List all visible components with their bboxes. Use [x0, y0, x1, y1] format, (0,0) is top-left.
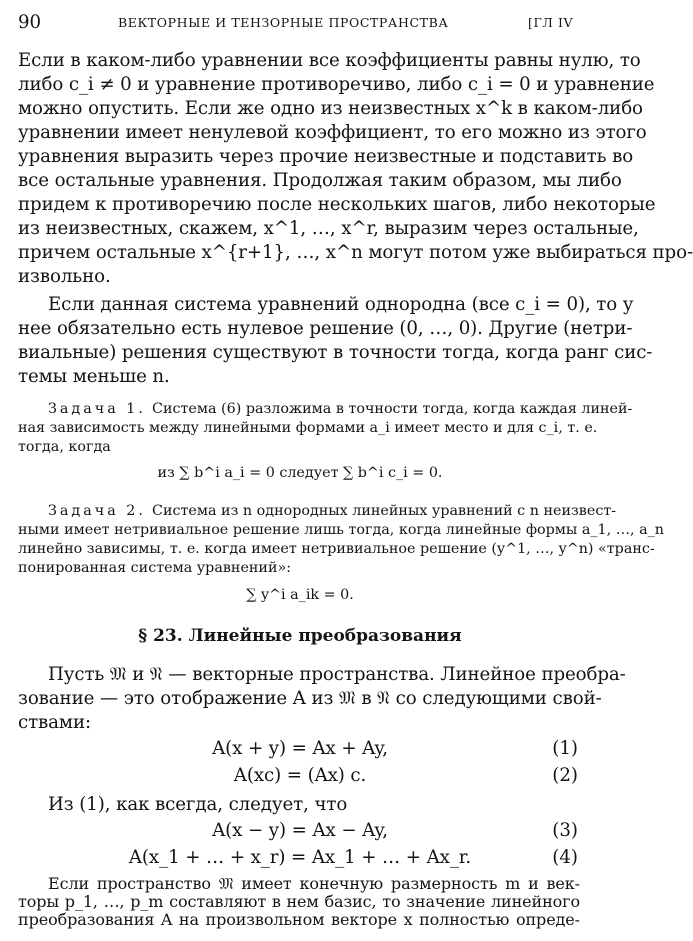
para1-line1: Если в каком-либо уравнении все коэффициенты равны нулю, то: [18, 50, 641, 71]
para1-line6: все остальные уравнения. Продолжая таким образом, мы либо: [18, 170, 622, 191]
para1-line10: извольно.: [18, 266, 111, 287]
para1-line3: можно опустить. Если же одно из неизвестных x^k в каком-либо: [18, 98, 643, 119]
equation-3: A(x − y) = Ax − Ay,: [212, 820, 388, 841]
equation-4-number: (4): [552, 847, 578, 868]
para1-line2: либо c_i ≠ 0 и уравнение противоречиво, либо c_i = 0 и уравнение: [18, 74, 655, 95]
para2-line3: виальные) решения существуют в точности тогда, когда ранг сис-: [18, 342, 653, 363]
para3-line1: Пусть 𝔐 и 𝔑 — векторные пространства. Линейное преобра-: [48, 664, 626, 685]
task1-line3: тогда, когда: [18, 439, 111, 455]
chapter-marker: [ГЛ IV: [528, 15, 574, 30]
task2-label: [48, 504, 146, 518]
equation-3-number: (3): [552, 820, 578, 841]
para1-line8: из неизвестных, скажем, x^1, …, x^r, выразим через остальные,: [18, 218, 639, 239]
section-title: § 23. Линейные преобразования: [138, 626, 462, 646]
task2-label-text: Задача 2.: [48, 503, 146, 519]
para4: Из (1), как всегда, следует, что: [48, 794, 348, 815]
page-number: 90: [18, 12, 41, 33]
para2-line1: Если данная система уравнений однородна (все c_i = 0), то у: [48, 294, 634, 315]
para1-line7: придем к противоречию после нескольких шагов, либо некоторые: [18, 194, 656, 215]
equation-1: A(x + y) = Ax + Ay,: [212, 738, 388, 759]
task2-line4: понированная система уравнений»:: [18, 560, 292, 576]
task1-formula: из ∑ b^i a_i = 0 следует ∑ b^i c_i = 0.: [157, 465, 443, 481]
equation-2-number: (2): [552, 765, 578, 786]
para2-line4: темы меньше n.: [18, 366, 170, 387]
task1-line1: Система (6) разложима в точности тогда, когда каждая линей-: [152, 401, 633, 417]
running-title: ВЕКТОРНЫЕ И ТЕНЗОРНЫЕ ПРОСТРАНСТВА: [118, 15, 449, 30]
equation-4: A(x_1 + … + x_r) = Ax_1 + … + Ax_r.: [128, 847, 472, 868]
task1-line2: ная зависимость между линейными формами a_i имеет место и для c_i, т. е.: [18, 420, 598, 436]
para5-line3: преобразования A на произвольном векторе x полностью опреде-: [18, 910, 580, 929]
task2-line1: Система из n однородных линейных уравнений с n неизвест-: [152, 503, 617, 519]
para2-line2: нее обязательно есть нулевое решение (0, …, 0). Другие (нетри-: [18, 318, 633, 339]
task1-label-text: Задача 1.: [48, 401, 146, 417]
equation-2: A(xc) = (Ax) c.: [233, 765, 367, 786]
para3-line3: ствами:: [18, 712, 92, 733]
para3-line2: зование — это отображение A из 𝔐 в 𝔑 со следующими свой-: [18, 688, 602, 709]
task2-formula: ∑ y^i a_ik = 0.: [246, 587, 354, 603]
para5-line1: Если пространство 𝔐 имеет конечную размерность m и век-: [48, 874, 580, 893]
equation-1-number: (1): [552, 738, 578, 759]
para1-line9: причем остальные x^{r+1}, …, x^n могут потом уже выбираться про-: [18, 242, 693, 263]
para5-line2: торы p_1, …, p_m составляют в нем базис, то значение линейного: [18, 892, 580, 911]
task1-label: [48, 402, 146, 416]
para1-line5: уравнения выразить через прочие неизвестные и подставить во: [18, 146, 634, 167]
task2-line2: ными имеет нетривиальное решение лишь тогда, когда линейные формы a_1, …, a_n: [18, 522, 664, 538]
task2-line3: линейно зависимы, т. е. когда имеет нетривиальное решение (y^1, …, y^n) «транс-: [18, 541, 655, 557]
para1-line4: уравнении имеет ненулевой коэффициент, то его можно из этого: [18, 122, 647, 143]
